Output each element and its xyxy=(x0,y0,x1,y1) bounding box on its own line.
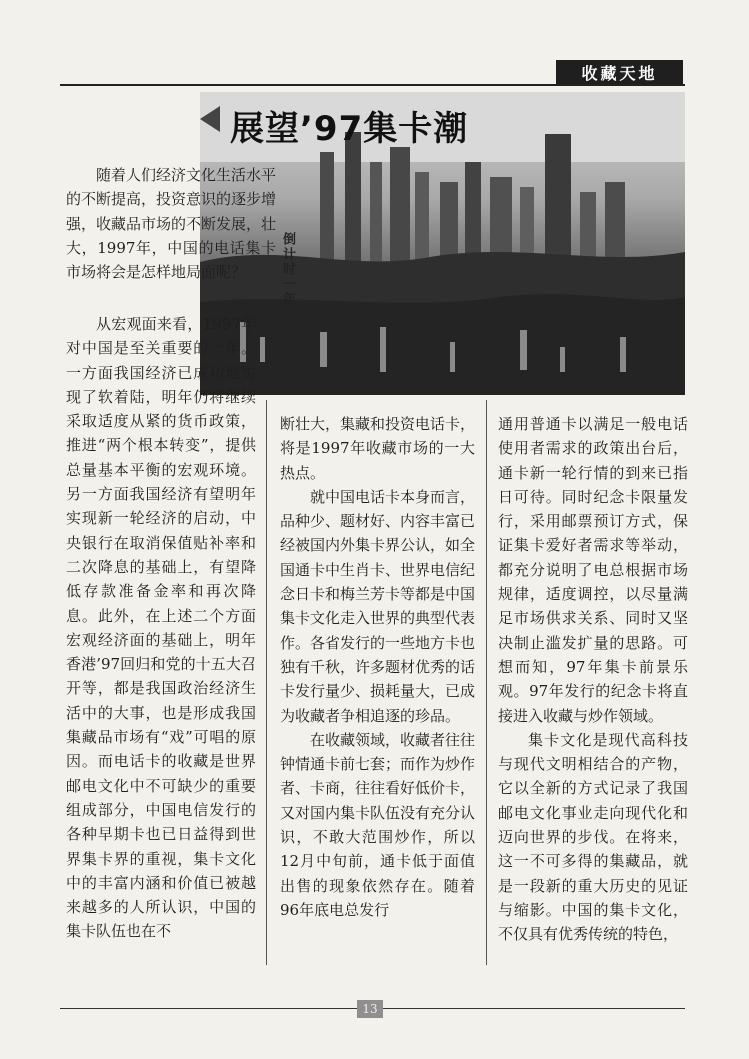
paragraph: 随着人们经济文化生活水平的不断提高，投资意识的逐步增强，收藏品市场的不断发展，壮大，1997年，中国的电话集卡市场将会是怎样地局面呢？ xyxy=(66,166,277,282)
arrow-icon xyxy=(200,106,220,132)
paragraph: 从宏观面来看，1997年对中国是至关重要的一年。一方面我国经济已成功地实现了软着陆，明年仍将继续采取适度从紧的货币政策，推进“两个根本转变”，提供总量基本平衡的宏观环境。另一方面我国经济有望明年实现新一轮经济的启动，中央银行在取消保值贴补率和二次降息的基础上，有望降低存款准备金率和再次降息。此外，在上述二个方面宏观经济面的基础上，明年香港’97回归和党的十五大召开等，都是我国政治经济生活中的大事，也是形成我国集藏品市场有“戏”可唱的原因。而电话卡的收藏是世界邮电文化中不可缺少的重要组成部分，中国电信发行的各种早期卡也已日益得到世界集卡界的重视，集卡文化中的丰富内涵和价值已被越来越多的人所认识，中国的集卡队伍也在不 xyxy=(66,315,256,941)
article-title: 展望’97集卡潮 xyxy=(230,109,469,149)
paragraph: 在收藏领域，收藏者往往钟情通卡前七套；而作为炒作者、卡商，往往看好低价卡，又对国内集卡队伍没有充分认识，不敢大范围炒作，所以12月中旬前，通卡低于面值出售的现象依然存在。随着96年底电总发行 xyxy=(280,730,476,919)
article-column-2 xyxy=(280,412,475,922)
header-rule xyxy=(60,84,685,86)
article-column-3 xyxy=(498,412,688,947)
column-divider xyxy=(486,400,487,965)
paragraph: 集卡文化是现代高科技与现代文明相结合的产物，它以全新的方式记录了我国邮电文化事业走向现代化和迈向世界的步伐。在将来，这一不可多得的集藏品，就是一段新的重大历史的见证与缩影。中国的集卡文化，不仅具有优秀传统的特色， xyxy=(498,730,688,944)
page-number: 13 xyxy=(357,1000,383,1018)
countdown-tag: 倒计时一年 xyxy=(280,232,295,307)
article-column-1 xyxy=(66,163,276,284)
section-label: 收藏天地 xyxy=(556,60,683,84)
paragraph: 通用普通卡以满足一般电话使用者需求的政策出台后，通卡新一轮行情的到来已指日可待。同时纪念卡限量发行，采用邮票预订方式，保证集卡爱好者需求等举动，都充分说明了电总根据市场规律，适度调控，以尽量满足市场供求关系、同时又坚决制止滥发扩量的思路。可想而知，97年集卡前景乐观。97年发行的纪念卡将直接进入收藏与炒作领域。 xyxy=(498,415,688,725)
article-column-1-continued xyxy=(66,312,256,944)
paragraph: 断壮大，集藏和投资电话卡，将是1997年收藏市场的一大热点。 xyxy=(280,415,476,482)
column-divider xyxy=(266,400,267,965)
paragraph: 就中国电话卡本身而言，品种少、题材好、内容丰富已经被国内外集卡界公认，如全国通卡中生肖卡、世界电信纪念日卡和梅兰芳卡等都是中国集卡文化走入世界的典型代表作。各省发行的一些地方卡也独有千秋，许多题材优秀的话卡发行量少、损耗量大，已成为收藏者争相追逐的珍品。 xyxy=(280,487,476,725)
